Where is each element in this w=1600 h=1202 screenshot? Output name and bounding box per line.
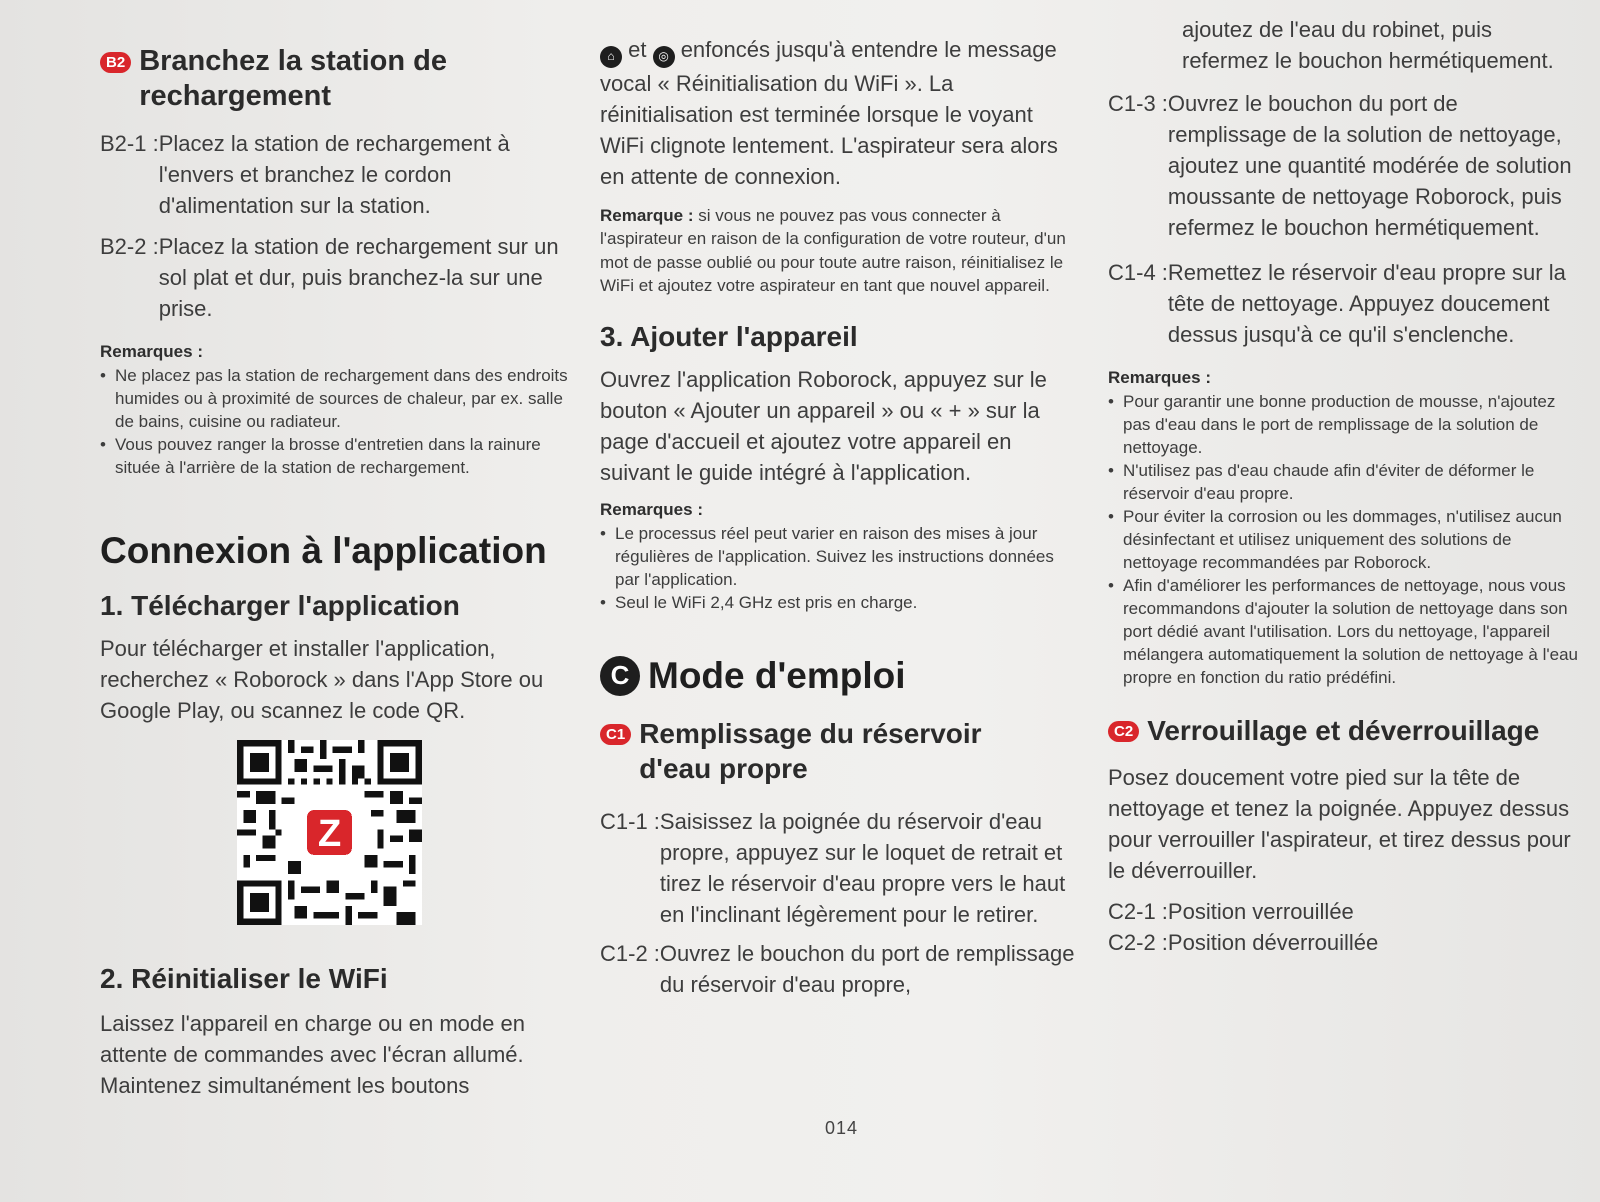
qr-code-icon[interactable] xyxy=(237,740,422,925)
step-label: C1-1 : xyxy=(600,808,660,834)
s3-title: 3. Ajouter l'appareil xyxy=(600,320,858,352)
b2-title: Branchez la station de rechargement xyxy=(139,45,447,112)
s3-text: Ouvrez l'application Roborock, appuyez sur le bouton « Ajouter un appareil » ou « + » sur la page d'accueil et ajoutez votre appareil en suivant le guide intégré à l'application. xyxy=(600,366,1047,485)
step-text: Ouvrez le bouchon du port de remplissage de la solution de nettoyage, ajoutez une quantité modérée de solution moussante de nettoyage Roborock, puis refermez le bouchon hermétiquement. xyxy=(1167,91,1572,240)
remarks-list xyxy=(1108,390,1578,689)
c2-title: Verrouillage et déverrouillage xyxy=(1147,715,1540,746)
remarks-title: Remarques : xyxy=(600,499,703,519)
step-label: C2-2 : xyxy=(1108,930,1168,955)
remark-label: Remarque : xyxy=(600,205,694,225)
position-c2-2 xyxy=(1108,927,1578,958)
text-et: et xyxy=(622,37,653,62)
step-text: Position déverrouillée xyxy=(1167,930,1379,955)
remark-item: • Ne placez pas la station de rechargement dans des endroits humides ou à proximité de sources de chaleur, par ex. salle de bains, cuisine ou radiateur. xyxy=(100,364,570,433)
b2-steps xyxy=(100,128,570,324)
column-right xyxy=(1108,14,1578,958)
s2-title: 2. Réinitialiser le WiFi xyxy=(100,963,388,994)
step-c1-4 xyxy=(1108,257,1578,350)
column-left xyxy=(100,44,570,1101)
b2-badge: B2 xyxy=(100,52,131,73)
s3-remarks xyxy=(600,500,1080,614)
c1-badge: C1 xyxy=(600,724,631,745)
c2-text: Posez doucement votre pied sur la tête de nettoyage et tenez la poignée. Appuyez dessus pour verrouiller l'aspirateur, et tirez dessus pour le déverrouiller. xyxy=(1108,765,1571,883)
remark-item: • N'utilisez pas d'eau chaude afin d'éviter de déformer le réservoir d'eau propre. xyxy=(1108,459,1578,505)
c1-steps-cont xyxy=(1108,88,1578,350)
step-label: B2-2 : xyxy=(100,234,159,259)
remark-item: • Afin d'améliorer les performances de nettoyage, nous vous recommandons d'ajouter la solution de nettoyage dans son port dédié avant l'utilisation. Lors du nettoyage, l'appareil mélangera automatiquement la solution de nettoyage à l'eau propre en fonction du ratio prédéfini. xyxy=(1108,574,1578,689)
c2-positions xyxy=(1108,896,1578,958)
step-b2-2 xyxy=(100,231,570,324)
remarks-list xyxy=(600,522,1080,614)
step-label: C2-1 : xyxy=(1108,899,1168,924)
s1-text: Pour télécharger et installer l'application, recherchez « Roborock » dans l'App Store ou Google Play, ou scannez le code QR. xyxy=(100,636,544,723)
spot-button-icon: ◎ xyxy=(653,46,675,68)
step-text: Placez la station de rechargement à l'envers et branchez le cordon d'alimentation sur la station. xyxy=(158,131,510,218)
c-title: Mode d'emploi xyxy=(648,654,906,696)
step-label: B2-1 : xyxy=(100,131,159,156)
s2-text: Laissez l'appareil en charge ou en mode en attente de commandes avec l'écran allumé. Maintenez simultanément les boutons xyxy=(100,1011,525,1098)
remarks-list xyxy=(100,364,570,479)
remarks-title: Remarques : xyxy=(1108,368,1211,387)
c1-steps xyxy=(600,806,1080,1000)
b2-heading xyxy=(100,44,570,114)
step-text: Position verrouillée xyxy=(1167,899,1354,924)
c-section-icon: C xyxy=(600,656,640,696)
position-c2-1 xyxy=(1108,896,1578,927)
remark-item: • Pour éviter la corrosion ou les dommages, n'utilisez aucun désinfectant et utilisez uniquement des solutions de nettoyage recommandées par Roborock. xyxy=(1108,505,1578,574)
remarks-title: Remarques : xyxy=(100,342,203,361)
step-c1-1 xyxy=(600,806,1080,930)
step-b2-1 xyxy=(100,128,570,221)
b2-remarks xyxy=(100,342,570,479)
remark-text: si vous ne pouvez pas vous connecter à l'aspirateur en raison de la configuration de votre routeur, d'un mot de passe oublié ou pour toute autre raison, réinitialisez le WiFi et ajoutez votre aspirateur en tant que nouvel appareil. xyxy=(600,205,1066,295)
c2-badge: C2 xyxy=(1108,721,1139,742)
wifi-reset-continued xyxy=(600,34,1080,192)
step-text: Ouvrez le bouchon du port de remplissage du réservoir d'eau propre, xyxy=(659,940,1075,997)
s1-title: 1. Télécharger l'application xyxy=(100,590,460,621)
c2-heading xyxy=(1108,713,1578,748)
remark-item: • Pour garantir une bonne production de mousse, n'ajoutez pas d'eau dans le port de remplissage de la solution de nettoyage. xyxy=(1108,390,1578,459)
step-c1-3 xyxy=(1108,88,1578,243)
step-label: C1-4 : xyxy=(1108,260,1168,285)
step-text: Saisissez la poignée du réservoir d'eau propre, appuyez sur le loquet de retrait et tirez le réservoir d'eau propre vers le haut en l'inclinant légèrement pour le retirer. xyxy=(659,808,1066,927)
home-button-icon: ⌂ xyxy=(600,46,622,68)
c1-remarks xyxy=(1108,368,1578,689)
remark-item: • Seul le WiFi 2,4 GHz est pris en charge. xyxy=(600,591,1080,614)
column-middle xyxy=(600,34,1080,1000)
step-text: Remettez le réservoir d'eau propre sur la tête de nettoyage. Appuyez doucement dessus jusqu'à ce qu'il s'enclenche. xyxy=(1167,260,1566,347)
step-label: C1-3 : xyxy=(1108,91,1168,116)
step-c1-2 xyxy=(600,938,1080,1000)
c1-heading xyxy=(600,716,1080,786)
c-heading xyxy=(600,654,1080,698)
wifi-remark xyxy=(600,204,1080,298)
qr-logo: Z xyxy=(317,811,342,855)
c1-title: Remplissage du réservoir d'eau propre xyxy=(639,717,982,784)
remark-item: • Vous pouvez ranger la brosse d'entretien dans la rainure située à l'arrière de la station de rechargement. xyxy=(100,433,570,479)
page-number: 014 xyxy=(825,1118,859,1138)
step-text: Placez la station de rechargement sur un sol plat et dur, puis branchez-la sur une prise. xyxy=(158,234,559,321)
wifi-reset-text: enfoncés jusqu'à entendre le message vocal « Réinitialisation du WiFi ». La réinitialisation est terminée lorsque le voyant WiFi clignote lentement. L'aspirateur sera alors en attente de connexion. xyxy=(600,37,1058,189)
section-title: Connexion à l'application xyxy=(100,530,547,571)
remark-item: • Le processus réel peut varier en raison des mises à jour régulières de l'application. Suivez les instructions données par l'application. xyxy=(600,522,1080,591)
step-label: C1-2 : xyxy=(600,940,660,966)
c1-2-continued: ajoutez de l'eau du robinet, puis refermez le bouchon hermétiquement. xyxy=(1182,17,1554,73)
